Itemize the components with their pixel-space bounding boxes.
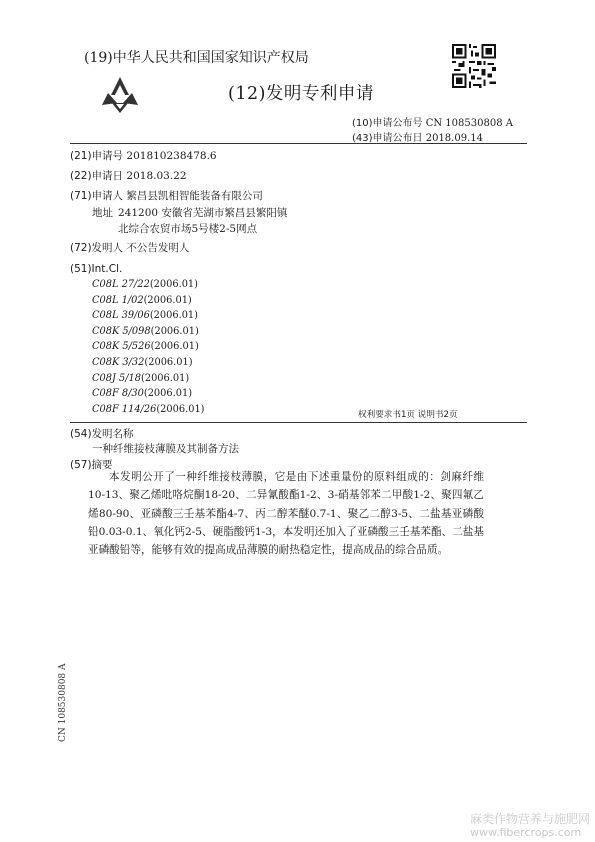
- classification-code: C08K 5/098: [92, 325, 151, 337]
- address-line-1: 241200 安徽省芜湖市繁昌县繁阳镇: [118, 207, 288, 219]
- classification-code: C08L 1/02: [92, 294, 144, 306]
- classification-version: (2006.01): [141, 372, 190, 384]
- invention-title-label: (54)发明名称: [70, 428, 134, 440]
- classification-version: (2006.01): [150, 325, 199, 337]
- classification-item: [92, 357, 193, 368]
- classification-item: [92, 404, 205, 415]
- abstract-label: (57)摘要: [70, 459, 113, 471]
- classification-code: C08L 27/22: [92, 279, 150, 290]
- publication-date: [352, 129, 483, 144]
- filing-date-label: (22)申请日: [70, 170, 124, 182]
- classification-version: (2006.01): [149, 310, 198, 322]
- classification-item: [92, 326, 199, 337]
- publication-date-label: (43)申请公布日: [352, 133, 423, 144]
- classification-code: C08K 5/526: [92, 341, 151, 353]
- classification-version: (2006.01): [150, 341, 199, 353]
- applicant-label: (71)申请人: [70, 190, 124, 202]
- watermark-title: 麻类作物营养与施肥网: [470, 812, 591, 826]
- issuing-office: (19)中华人民共和国国家知识产权局: [84, 50, 309, 66]
- classification-code: C08F 8/30: [92, 388, 144, 400]
- application-number: [70, 148, 217, 163]
- abstract-body: [88, 468, 484, 559]
- publication-date-value: 2018.09.14: [425, 133, 483, 144]
- classification-code: C08J 5/18: [92, 372, 142, 384]
- classification-code: C08L 39/06: [92, 310, 150, 322]
- patent-office-emblem-icon: [98, 73, 142, 117]
- inventor-label: (72)发明人: [70, 242, 124, 254]
- classification-item: [92, 279, 198, 290]
- filing-date-value: 2018.03.22: [126, 170, 187, 182]
- document-kind-title: (12)发明专利申请: [228, 84, 374, 104]
- classification-item: [92, 341, 199, 352]
- address-label: 地址: [92, 207, 113, 219]
- int-cl-label: (51)Int.Cl.: [70, 263, 123, 275]
- inventor-name: 不公告发明人: [126, 242, 190, 254]
- invention-title: 一种纤维接枝薄膜及其制备方法: [92, 443, 239, 455]
- publication-number-label: (10)申请公布号: [352, 118, 423, 129]
- publication-number: [352, 114, 513, 129]
- classification-item: [92, 373, 189, 384]
- applicant: [70, 188, 263, 203]
- classification-version: (2006.01): [143, 388, 193, 400]
- classification-item: [92, 295, 192, 306]
- classification-item: [92, 388, 192, 399]
- classification-version: (2006.01): [144, 357, 193, 368]
- header-divider: [70, 143, 527, 144]
- classification-code: C08K 3/32: [92, 357, 145, 368]
- classification-item: [92, 310, 198, 321]
- qr-code-icon: [452, 44, 496, 88]
- applicant-name: 繁昌县凯相智能装备有限公司: [126, 190, 263, 202]
- classification-code: C08F 114/26: [92, 403, 157, 415]
- biblio-divider: [70, 422, 527, 423]
- classification-version: (2006.01): [156, 403, 205, 415]
- side-publication-number: CN 108530808 A: [58, 663, 68, 742]
- inventor: [70, 240, 189, 255]
- watermark-url: www.fibercrops.com: [470, 826, 582, 839]
- publication-number-value: CN 108530808 A: [425, 118, 513, 129]
- application-number-label: (21)申请号: [70, 150, 124, 162]
- application-number-value: 201810238478.6: [126, 150, 217, 162]
- classification-version: (2006.01): [143, 294, 192, 306]
- address-line-2: 北综合农贸市场5号楼2-5网点: [118, 223, 258, 235]
- pages-note: 权利要求书1页 说明书2页: [358, 410, 458, 420]
- filing-date: [70, 168, 187, 183]
- classification-version: (2006.01): [149, 279, 198, 290]
- abstract-text: 本发明公开了一种纤维接枝薄膜，它是由下述重量份的原料组成的：剑麻纤维10-13、聚乙烯吡咯烷酮18-20、二异氰酸酯1-2、3-硝基邻苯二甲酸1-2、聚四氟乙烯80-90、亚磷酸三壬基苯酯4-7、丙二醇苯醚0.7-1、聚乙二醇3-5、二盐基亚磷酸铅0.03-0.1、氧化钙2-5、硬脂酸钙1-3，本发明还加入了亚磷酸三壬基苯酯、二盐基亚磷酸铅等，能够有效的提高成品薄膜的耐热稳定性，提高成品的综合品质。: [88, 471, 484, 557]
